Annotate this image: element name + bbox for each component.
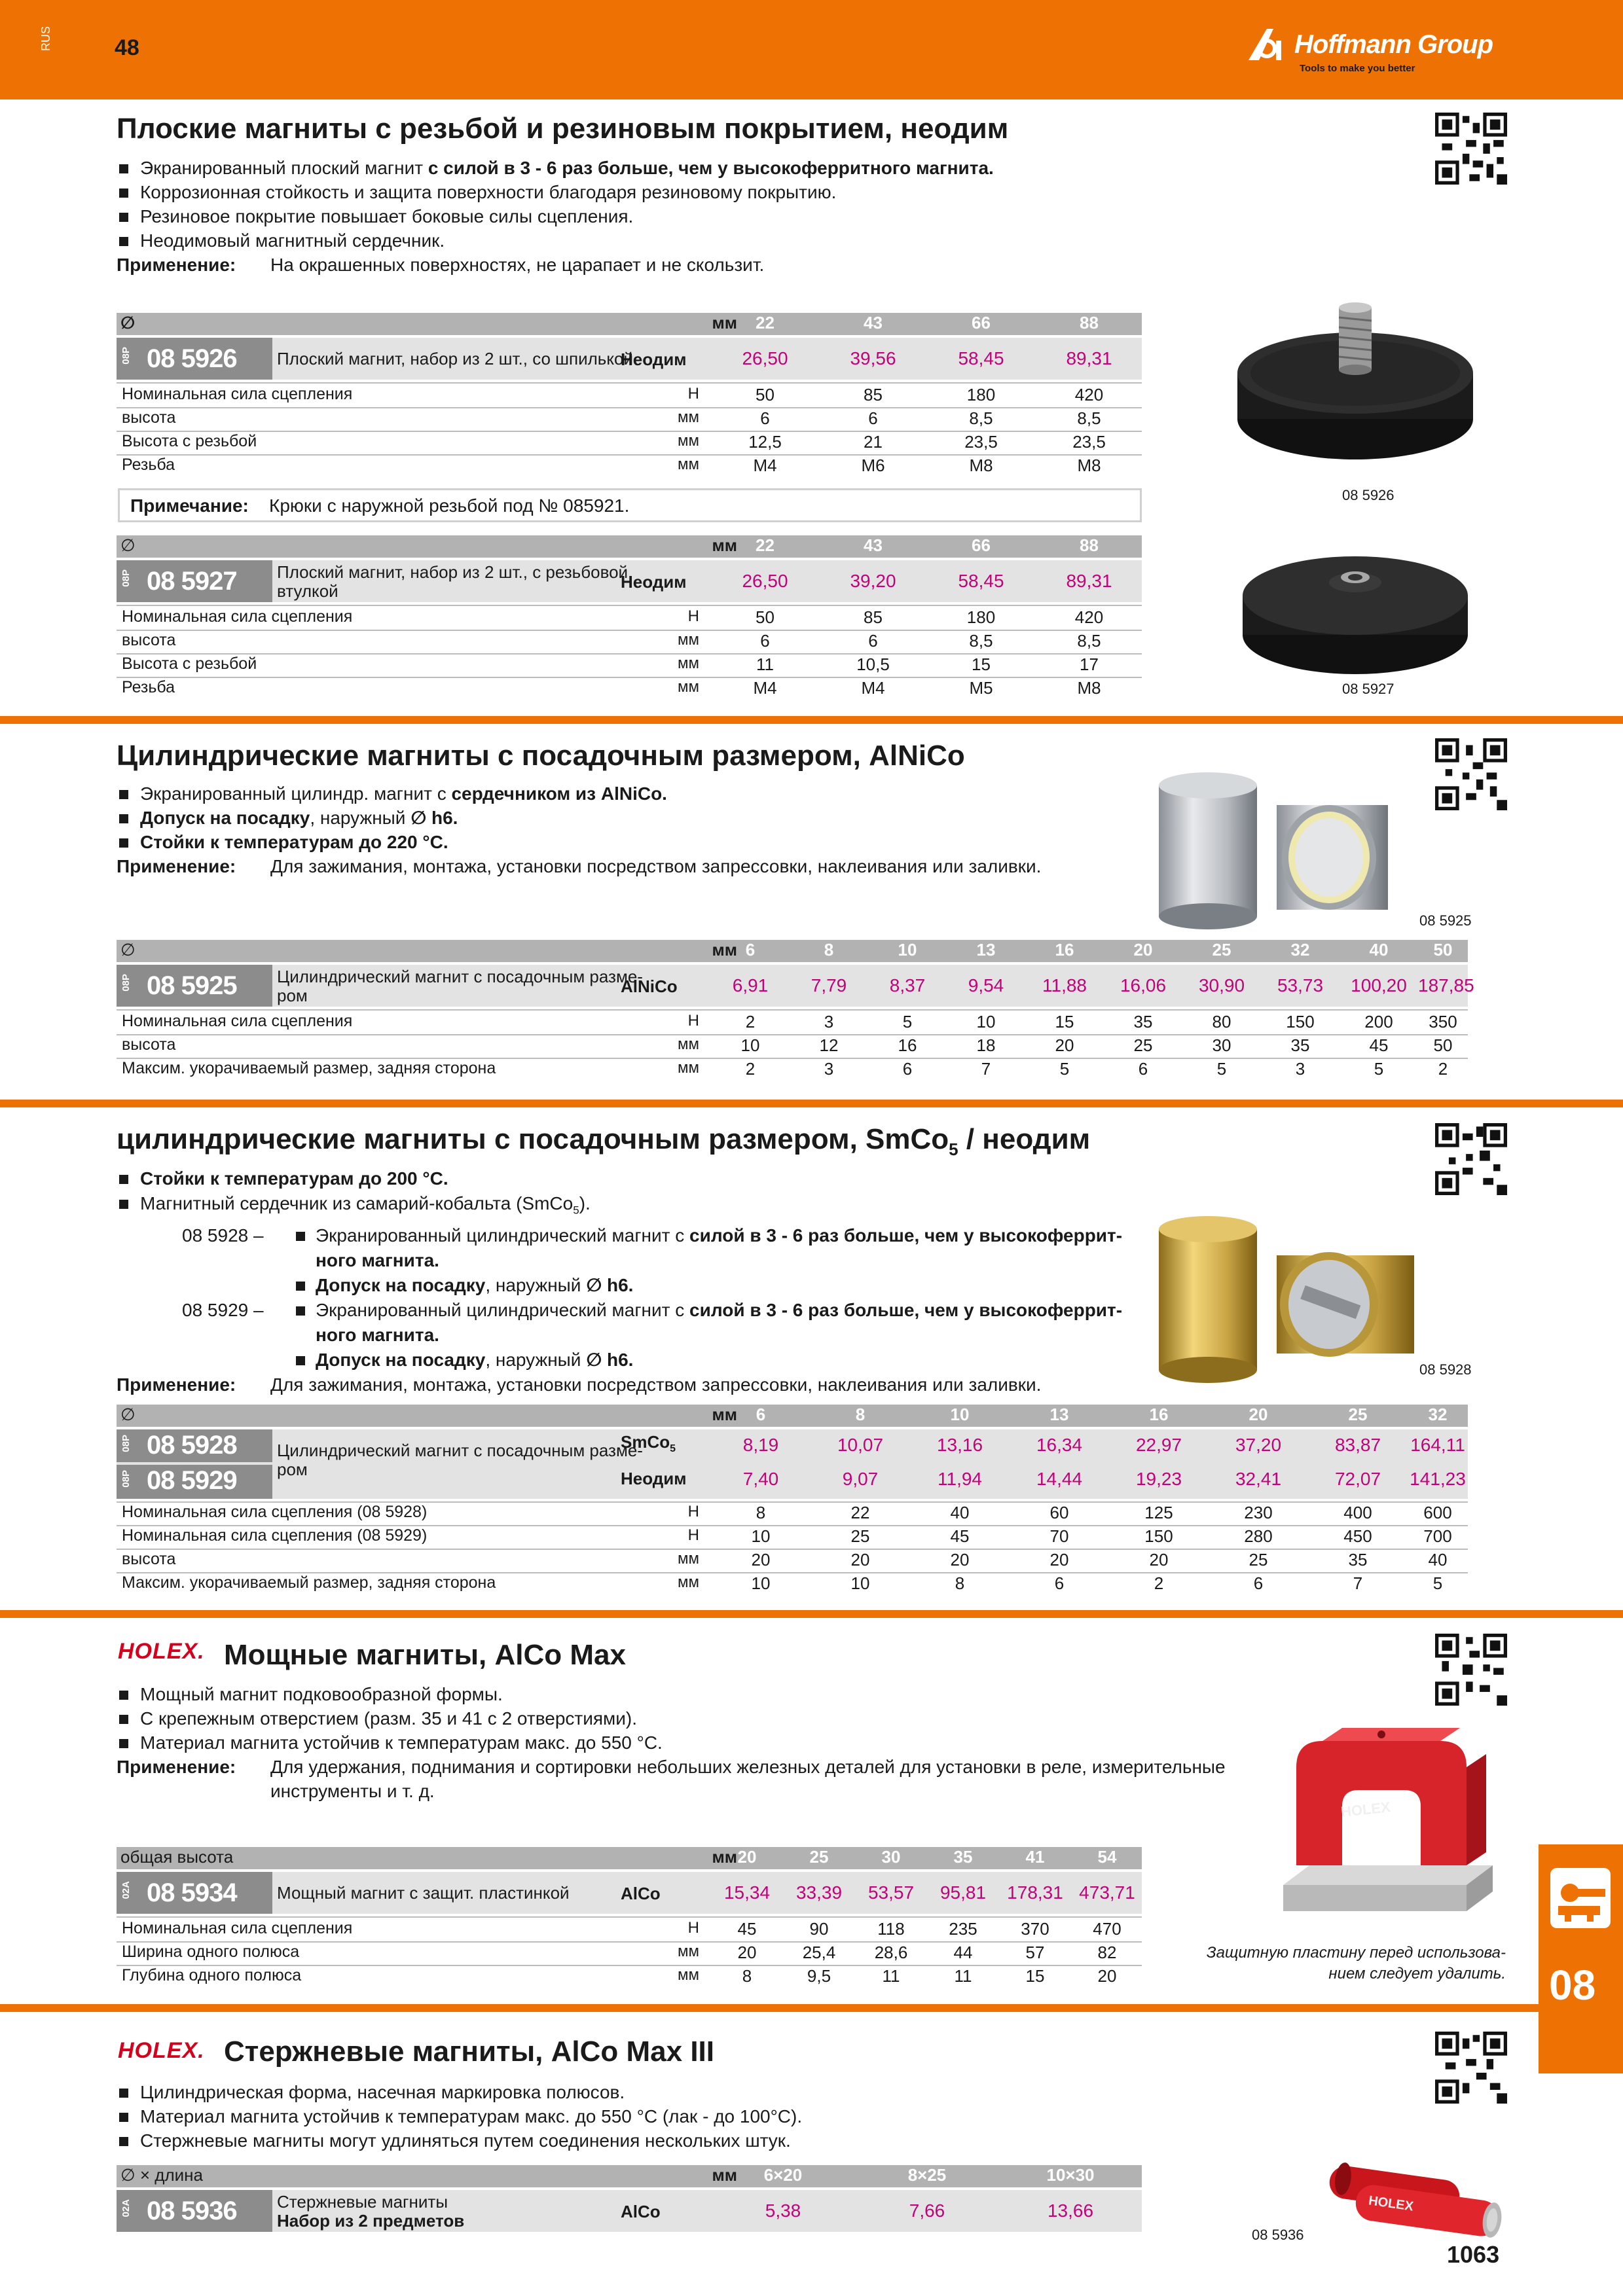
article-code-box: 08P 08 5929 (117, 1465, 272, 1499)
price: 22,97 (1135, 1435, 1182, 1455)
param-row: высота мм 6 6 8,5 8,5 (122, 631, 1101, 651)
price: 473,71 (1079, 1882, 1135, 1903)
article-code-box: 08P 08 5926 (117, 338, 272, 380)
price: 39,20 (850, 571, 896, 591)
section-divider (0, 1100, 1623, 1107)
article-code: 08 5926 (147, 344, 237, 373)
language-code: RUS (39, 26, 52, 52)
page-number-right: 1063 (1447, 2241, 1500, 2268)
price: 53,57 (867, 1882, 915, 1903)
bullet: Стойки к температурам до 220 °C. (117, 830, 1164, 854)
alnico-cylinder-magnets-image (1152, 766, 1434, 936)
table-header-row: ∅ × длина мм 6×20 8×25 10×30 (117, 2165, 1142, 2187)
param-row: Номинальная сила сцепления Н 50 85 180 420 (122, 385, 1104, 404)
price: 141,23 (1410, 1469, 1466, 1489)
application-line-continued: инструменты и т. д. (270, 1781, 435, 1801)
bullet: Мощный магнит подковообразной формы. (117, 1682, 1164, 1706)
section4-bullets (117, 1682, 1226, 1803)
table-main-row (117, 1429, 1468, 1499)
price: 72,07 (1334, 1469, 1381, 1489)
param-row: Резьба мм M4 M6 M8 M8 (122, 456, 1101, 475)
section-divider (0, 716, 1623, 724)
chapter-number: 08 (1549, 1962, 1596, 2009)
material: AlCo (621, 2202, 661, 2221)
price: 11,94 (938, 1469, 982, 1489)
param-row: Максим. укорачиваемый размер, задняя сторона мм 10 10 8 6 2 6 7 5 (122, 1573, 1443, 1593)
price: 5,38 (765, 2200, 801, 2221)
header-bar (0, 0, 1623, 99)
bullet: Резиновое покрытие повышает боковые силы сцепления. (117, 204, 1164, 228)
holex-logo: HOLEX. (118, 1639, 205, 1664)
price: 32,41 (1235, 1469, 1282, 1489)
material: Неодим (621, 572, 687, 592)
article-code-box: 08P 08 5928 (117, 1429, 272, 1462)
price: 30,90 (1198, 975, 1245, 996)
param-row: высота мм 10 12 16 18 20 25 30 35 45 50 (122, 1035, 1453, 1055)
qr-code-icon (1435, 2032, 1507, 2104)
price: 10,07 (837, 1435, 884, 1455)
hoffmann-logo-icon (1247, 27, 1293, 62)
bullet: Экранированный плоский магнит с силой в 3 - 6 раз больше, чем у высокоферритного магнита. (117, 156, 1164, 180)
magnet-holex-label: HOLEX (1340, 1799, 1391, 1820)
article-code-box: 02A 08 5934 (117, 1872, 272, 1914)
price: 33,39 (795, 1882, 843, 1903)
horseshoe-magnet-image (1270, 1728, 1506, 1931)
product-description: Цилиндрический магнит с посадочным разме- ром (277, 1441, 643, 1479)
price: 37,20 (1235, 1435, 1282, 1455)
bullet: Неодимовый магнитный сердечник. (117, 228, 1164, 253)
price: 58,45 (958, 348, 1004, 368)
price: 83,87 (1334, 1435, 1381, 1455)
article-code: 08 5928 (147, 1431, 237, 1460)
magnet-tool-icon (1550, 1868, 1611, 1928)
price: 9,54 (968, 975, 1004, 996)
qr-code-icon (1435, 1123, 1507, 1195)
brand-tagline: Tools to make you better (1300, 63, 1415, 74)
price: 19,23 (1135, 1469, 1182, 1489)
image-caption: 08 5936 (1252, 2227, 1304, 2243)
price: 164,11 (1410, 1435, 1465, 1455)
param-row: Номинальная сила сцепления Н 2 3 5 10 15 35 80 150 200 350 (122, 1012, 1457, 1031)
material: Неодим (621, 350, 687, 369)
product-description: Плоский магнит, набор из 2 шт., со шпилькой (277, 349, 633, 368)
price: 178,31 (1007, 1882, 1063, 1903)
flat-magnet-stud-image (1231, 288, 1480, 465)
param-row: Номинальная сила сцепления Н 45 90 118 235 370 470 (122, 1919, 1122, 1939)
qr-code-icon (1435, 738, 1507, 810)
table-header-row: ∅ мм 6 8 10 13 16 20 25 32 (117, 1405, 1468, 1427)
material: AlCo (621, 1884, 661, 1903)
price: 26,50 (742, 348, 788, 368)
section-title-alnico: Цилиндрические магниты с посадочным размером, AlNiCo (117, 740, 965, 772)
section-title-alco-max: Мощные магниты, AlCo Max (224, 1639, 626, 1671)
section-title-alco-max-iii: Стержневые магниты, AlCo Max III (224, 2036, 714, 2068)
image-caption: 08 5927 (1342, 681, 1395, 697)
price: 8,19 (742, 1435, 779, 1455)
section2-bullets (117, 781, 1164, 878)
price: 13,16 (936, 1435, 983, 1455)
param-row: Ширина одного полюса мм 20 25,4 28,6 44 57 82 (122, 1943, 1117, 1962)
smco-cylinder-magnets-image (1152, 1210, 1427, 1386)
flat-magnet-bushing-image (1237, 537, 1473, 681)
price: 39,56 (850, 348, 896, 368)
variant-085928: 08 5928 – Экранированный цилиндрический магнит с силой в 3 - 6 раз больше, чем у высокоферрит- ного магнита. Допуск на посадку, наружный ∅ h6. (117, 1223, 1164, 1298)
price: 16,34 (1036, 1435, 1083, 1455)
bullet: Материал магнита устойчив к температурам макс. до 550 °C. (117, 1731, 1164, 1755)
price: 9,07 (842, 1469, 879, 1489)
material: Неодим (621, 1469, 687, 1488)
table-main-row (117, 965, 1474, 1007)
magnet-holex-label: HOLEX (1367, 2193, 1415, 2214)
price: 7,66 (909, 2200, 945, 2221)
table-main-row (117, 1872, 1142, 1914)
price: 89,31 (1066, 348, 1112, 368)
section-divider (0, 2004, 1539, 2012)
price: 14,44 (1036, 1469, 1083, 1489)
table-header-row: общая высота мм 20 25 30 35 41 54 (117, 1847, 1142, 1869)
note-box: Примечание: Крюки с наружной резьбой под № 085921. (118, 488, 1142, 522)
table-main-row (117, 560, 1142, 602)
article-code: 08 5936 (147, 2197, 237, 2225)
table-header-row: ∅ мм 22 43 66 88 (117, 535, 1142, 558)
image-caption: 08 5928 (1419, 1361, 1472, 1378)
bullet: Допуск на посадку, наружный ∅ h6. (117, 806, 1164, 830)
bullet: Стержневые магниты могут удлиняться путем соединения нескольких штук. (117, 2128, 1164, 2153)
section-title-flat-magnets: Плоские магниты с резьбой и резиновым покрытием, неодим (117, 113, 1009, 145)
bullet: Цилиндрическая форма, насечная маркировка полюсов. (117, 2080, 1164, 2104)
bullet: Стойки к температурам до 200 °C. (117, 1166, 1164, 1191)
table-header-row: ∅ мм 22 43 66 88 (117, 313, 1142, 335)
qr-code-icon (1435, 1634, 1507, 1706)
param-row: Максим. укорачиваемый размер, задняя сторона мм 2 3 6 7 5 6 5 3 5 2 (122, 1059, 1448, 1079)
price: 13,66 (1047, 2200, 1094, 2221)
application-line: Применение: Для зажимания, монтажа, установки посредством запрессовки, наклеивания или заливки. (117, 1374, 1042, 1395)
param-row: Номинальная сила сцепления (08 5928) Н 8 22 40 60 125 230 400 600 (122, 1503, 1452, 1522)
table-main-row (117, 2190, 1142, 2232)
param-row: Номинальная сила сцепления (08 5929) Н 10 25 45 70 150 280 450 700 (122, 1526, 1452, 1546)
price: 187,85 (1418, 975, 1474, 996)
brand-name: Hoffmann Group (1294, 30, 1493, 59)
table-main-row (117, 338, 1142, 380)
param-row: высота мм 20 20 20 20 20 25 35 40 (122, 1550, 1448, 1570)
bullet: Коррозионная стойкость и защита поверхности благодаря резиновому покрытию. (117, 180, 1164, 204)
price: 7,40 (742, 1469, 779, 1489)
price: 58,45 (958, 571, 1004, 591)
variant-085929: 08 5929 – Экранированный цилиндрический магнит с силой в 3 - 6 раз больше, чем у высокоферрит- ного магнита. Допуск на посадку, наружный ∅ h6. (117, 1298, 1164, 1372)
product-description: Плоский магнит, набор из 2 шт., с резьбовой втулкой (277, 562, 629, 601)
article-code-box: 08P 08 5927 (117, 560, 272, 602)
price: 89,31 (1066, 571, 1112, 591)
price: 53,73 (1277, 975, 1324, 996)
article-code: 08 5925 (147, 971, 237, 1000)
material: SmCo$_5$ (621, 1432, 676, 1455)
brand-logo (1247, 24, 1509, 76)
image-caption: Защитную пластину перед использова- нием следует удалить. (1206, 1944, 1506, 1982)
price: 26,50 (742, 571, 788, 591)
application-line: Применение: На окрашенных поверхностях, не царапает и не скользит. (117, 255, 765, 275)
image-caption: 08 5925 (1419, 912, 1472, 929)
article-code-box: 02A 08 5936 (117, 2190, 272, 2232)
section5-bullets (117, 2080, 1164, 2153)
product-description: Цилиндрический магнит с посадочным разме- ром (277, 967, 643, 1005)
chapter-tab (1539, 1844, 1623, 2073)
section3-bullets (117, 1166, 1164, 1397)
price: 8,37 (889, 975, 926, 996)
article-code: 08 5929 (147, 1466, 237, 1495)
param-row: Глубина одного полюса мм 8 9,5 11 11 15 20 (122, 1966, 1117, 1986)
product-description: Мощный магнит с защит. пластинкой (277, 1883, 570, 1903)
param-row: Высота с резьбой мм 12,5 21 23,5 23,5 (122, 432, 1106, 452)
param-row: Резьба мм M4 M4 M5 M8 (122, 678, 1101, 698)
price: 15,34 (723, 1882, 771, 1903)
bullet: Магнитный сердечник из самарий-кобальта (SmCo$_5$). (117, 1191, 1164, 1223)
price: 100,20 (1351, 975, 1407, 996)
section1-bullets (117, 156, 1164, 277)
param-row: Номинальная сила сцепления Н 50 85 180 420 (122, 607, 1104, 627)
param-row: высота мм 6 6 8,5 8,5 (122, 408, 1101, 428)
page-number-left: 48 (115, 35, 139, 60)
bullet: Экранированный цилиндр. магнит с сердечником из AlNiCo. (117, 781, 1164, 806)
table-header-row: ∅ мм 6 8 10 13 16 20 25 32 40 50 (117, 940, 1468, 962)
article-code: 08 5927 (147, 567, 237, 596)
price: 95,81 (939, 1882, 987, 1903)
application-line: Применение: Для зажимания, монтажа, установки посредством запрессовки, наклеивания или заливки. (117, 856, 1042, 876)
image-caption: 08 5926 (1342, 487, 1395, 503)
price: 7,79 (811, 975, 847, 996)
bullet: Материал магнита устойчив к температурам макс. до 550 °C (лак - до 100°C). (117, 2104, 1164, 2128)
material: AlNiCo (621, 977, 678, 996)
price: 11,88 (1042, 975, 1087, 996)
price: 16,06 (1120, 975, 1167, 996)
article-code: 08 5934 (147, 1878, 237, 1907)
article-code-box: 08P 08 5925 (117, 965, 272, 1007)
section-title-smco: цилиндрические магниты с посадочным размером, SmCo$_5$ / неодим (117, 1123, 1091, 1159)
application-line: Применение: Для удержания, поднимания и сортировки небольших железных деталей для установки в реле, измерительные (117, 1757, 1226, 1777)
bullet: С крепежным отверстием (разм. 35 и 41 с 2 отверстиями). (117, 1706, 1164, 1731)
param-row: Высота с резьбой мм 11 10,5 15 17 (122, 655, 1099, 674)
section-divider (0, 1610, 1623, 1618)
qr-code-icon (1435, 113, 1507, 185)
price: 6,91 (732, 975, 769, 996)
product-description: Стержневые магниты Набор из 2 предметов (277, 2192, 465, 2231)
holex-logo: HOLEX. (118, 2038, 205, 2063)
